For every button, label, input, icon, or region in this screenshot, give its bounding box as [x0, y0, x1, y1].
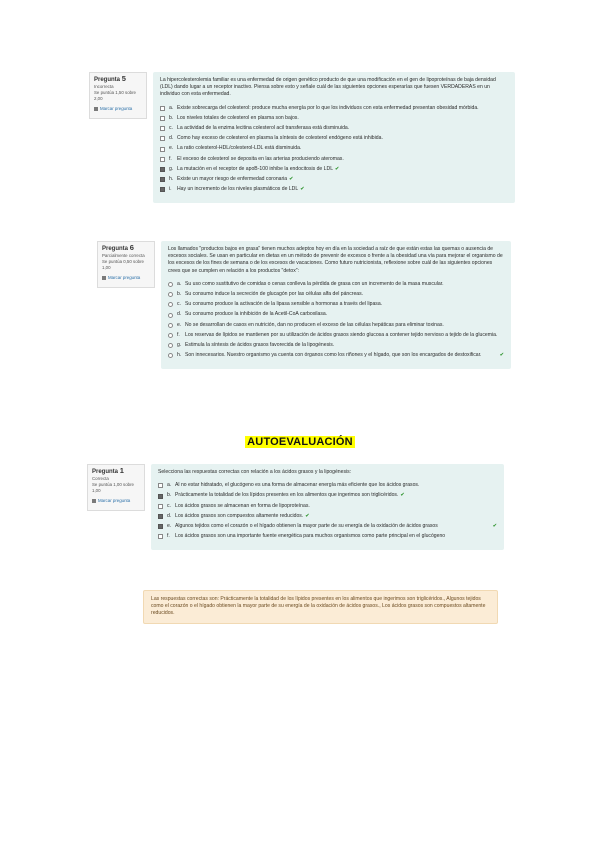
- answer-option[interactable]: [158, 513, 497, 520]
- option-text: Su consumo produce la activación de la lipasa sensible a hormonas a través del lipasa.: [185, 301, 383, 308]
- option-letter: f.: [177, 331, 180, 338]
- options-list: [158, 482, 497, 540]
- option-text: El exceso de colesterol se deposita en las arterias produciendo ateromas.: [177, 155, 344, 162]
- question-status: Correcta: [92, 476, 109, 481]
- answer-checkbox[interactable]: [158, 494, 163, 499]
- option-text: Su uso como sustitutivo de comidas o cenas conlleva la pérdida de grasa con un incremento de la masa muscular.: [185, 280, 444, 287]
- check-icon: ✔: [335, 165, 340, 172]
- answer-checkbox[interactable]: [158, 504, 163, 509]
- answer-option[interactable]: [160, 105, 508, 112]
- answer-checkbox[interactable]: [158, 524, 163, 529]
- option-letter: c.: [167, 502, 171, 509]
- question-status: Parcialmente correcta: [102, 253, 145, 258]
- answer-option[interactable]: [160, 156, 508, 163]
- question-number: Pregunta 1: [92, 466, 124, 475]
- answer-option[interactable]: [158, 492, 497, 499]
- option-letter: e.: [169, 145, 174, 152]
- option-letter: e.: [167, 523, 172, 530]
- answer-option[interactable]: [158, 482, 497, 489]
- option-letter: b.: [177, 291, 182, 298]
- answer-checkbox[interactable]: [160, 177, 165, 182]
- option-text: La mutación en el receptor de apoB-100 inhibe la endocitosis de LDL ✔: [177, 165, 340, 172]
- flag-question-button[interactable]: Marcar pregunta: [92, 498, 140, 504]
- option-letter: f.: [167, 533, 170, 540]
- question-score: Se puntúa 1,00 sobre 1,00: [92, 482, 134, 493]
- check-icon: ✔: [499, 352, 504, 359]
- answer-option[interactable]: [158, 523, 497, 530]
- option-text: Los reservas de lípidos se mantienen por su utilización de ácidos grasos siendo glucosa a contener tejido nervioso a tejido de la glucemia.: [185, 331, 498, 338]
- question-content: [161, 241, 511, 369]
- question-info: [89, 72, 147, 119]
- option-text: Al no estar hidratado, el glucógeno es una forma de almacenar energía más eficiente que los ácidos grasos.: [175, 482, 420, 489]
- answer-option[interactable]: [158, 503, 497, 510]
- option-letter: i.: [169, 186, 172, 193]
- option-text: Su consumo produce la inhibición de la Acetil-CoA carboxilasa.: [185, 311, 328, 318]
- option-letter: b.: [167, 492, 172, 499]
- answer-option[interactable]: [168, 311, 504, 318]
- question-text: Los llamados "productos bajos en grasa" tienen muchos adeptos hoy en día en la sociedad a raíz de que están estas las quemas o ausencia de excesos sociales. Se usan en particular en dietas en un método de prevenir de excesos o frente a la obesidad una vía para mejorar el organismo de los excesos de los fines de semana o de los excesos de vacaciones. Como futuro nutricionista, reflexione sobre cuál de las siguientes opciones crees que se cumplen en relación a los productos "detox":: [168, 246, 503, 274]
- question-text: Selecciona las respuestas correctas con relación a los ácidos grasos y la lipogénesis:: [158, 469, 352, 475]
- answer-option[interactable]: [160, 115, 508, 122]
- answer-option[interactable]: [168, 291, 504, 298]
- answer-option[interactable]: [168, 342, 504, 349]
- answer-checkbox[interactable]: [160, 157, 165, 162]
- question-score: Se puntúa 0,50 sobre 1,00: [102, 259, 144, 270]
- question-number: Pregunta 5: [94, 74, 126, 83]
- answer-checkbox[interactable]: [160, 167, 165, 172]
- question-1: [87, 464, 504, 550]
- answer-radio[interactable]: [168, 313, 173, 318]
- answer-option[interactable]: [168, 322, 504, 329]
- option-text: Existe sobrecarga del colesterol: produce mucha energía por lo que los individuos con esta enfermedad presentan obesidad mórbida.: [177, 104, 479, 111]
- option-text: Los ácidos grasos son compuestos altamente reducidos. ✔: [175, 512, 310, 519]
- flag-icon: [92, 499, 96, 503]
- option-letter: d.: [167, 512, 172, 519]
- answer-radio[interactable]: [168, 302, 173, 307]
- option-letter: c.: [169, 125, 173, 132]
- question-6: [97, 241, 511, 369]
- answer-checkbox[interactable]: [158, 514, 163, 519]
- answer-option[interactable]: [168, 281, 504, 288]
- option-letter: b.: [169, 114, 174, 121]
- answer-checkbox[interactable]: [158, 483, 163, 488]
- answer-radio[interactable]: [168, 343, 173, 348]
- question-info: [87, 464, 145, 511]
- flag-icon: [102, 276, 106, 280]
- answer-option[interactable]: [168, 332, 504, 339]
- answer-checkbox[interactable]: [160, 106, 165, 111]
- option-letter: c.: [177, 301, 181, 308]
- answer-option[interactable]: [160, 125, 508, 132]
- question-info: [97, 241, 155, 288]
- option-text: La ratio colesterol-HDL/colesterol-LDL está disminuida.: [177, 145, 302, 152]
- option-text: Los niveles totales de colesterol en plasma son bajos.: [177, 114, 299, 121]
- answer-option[interactable]: [160, 186, 508, 193]
- answer-radio[interactable]: [168, 292, 173, 297]
- check-icon: ✔: [289, 176, 294, 183]
- option-letter: f.: [169, 155, 172, 162]
- answer-checkbox[interactable]: [160, 147, 165, 152]
- option-letter: h.: [169, 176, 174, 183]
- option-letter: a.: [169, 104, 174, 111]
- section-title: AUTOEVALUACIÓN: [247, 436, 353, 448]
- answer-radio[interactable]: [168, 333, 173, 338]
- question-content: [151, 464, 504, 550]
- question-status: Incorrecta: [94, 84, 114, 89]
- option-text: Existe un mayor riesgo de enfermedad coronaria ✔: [177, 176, 294, 183]
- answer-checkbox[interactable]: [158, 534, 163, 539]
- flag-question-button[interactable]: Marcar pregunta: [94, 106, 142, 112]
- check-icon: ✔: [400, 492, 405, 499]
- answer-checkbox[interactable]: [160, 136, 165, 141]
- options-list: [168, 281, 504, 360]
- option-text: Los ácidos grasos se almacenan en forma de lipoproteínas.: [175, 502, 310, 509]
- option-text: Prácticamente la totalidad de los lípidos presentes en los alimentos que ingerimos son triglicéridos. ✔: [175, 492, 405, 499]
- option-letter: g.: [177, 342, 182, 349]
- answer-checkbox[interactable]: [160, 116, 165, 121]
- option-letter: e.: [177, 321, 182, 328]
- options-list: [160, 105, 508, 194]
- answer-checkbox[interactable]: [160, 126, 165, 131]
- answer-option[interactable]: [160, 145, 508, 152]
- option-letter: h.: [177, 352, 182, 359]
- option-text: Son innecesarios. Nuestro organismo ya cuenta con órganos como los riñones y el hígado, que son los encargados de destoxificar.: [185, 352, 482, 359]
- answer-radio[interactable]: [168, 282, 173, 287]
- option-text: Hay un incremento de los niveles plasmáticos de LDL ✔: [177, 186, 305, 193]
- answer-option[interactable]: [160, 135, 508, 142]
- option-letter: a.: [177, 280, 182, 287]
- option-letter: d.: [177, 311, 182, 318]
- answer-option[interactable]: [160, 176, 508, 183]
- flag-icon: [94, 107, 98, 111]
- check-icon: ✔: [305, 512, 310, 519]
- option-letter: g.: [169, 165, 174, 172]
- option-letter: a.: [167, 482, 172, 489]
- answer-option[interactable]: [158, 533, 497, 540]
- answer-radio[interactable]: [168, 353, 173, 358]
- option-text: No se desarrollan de casos en nutrición, dan no producen el exceso de las células hepáticas para eliminar toxinas.: [185, 321, 444, 328]
- question-content: [153, 72, 515, 203]
- option-text: Los ácidos grasos son una importante fuente energética para muchos organismos como parte principal en el glucógeno: [175, 533, 446, 540]
- option-text: Su consumo induce la secreción de glucagón por las células alfa del páncreas.: [185, 291, 364, 298]
- check-icon: ✔: [300, 186, 305, 193]
- question-text: La hipercolesterolemia familiar es una enfermedad de origen genético producto de que una modificación en el gen de lipoproteínas de baja densidad (LDL) dando lugar a un receptor inactivo. Piensa sobre esto y señale cuál de las siguientes opciones esperarías que fuesen VERDADERAS en un individuo con esta enfermedad.: [160, 77, 496, 98]
- check-icon: ✔: [492, 523, 497, 530]
- option-text: Estimula la síntesis de ácidos grasos favorecida de la lipogénesis.: [185, 342, 335, 349]
- answer-checkbox[interactable]: [160, 187, 165, 192]
- flag-question-button[interactable]: Marcar pregunta: [102, 275, 150, 281]
- option-text: La actividad de la enzima lecitina colesterol acil transferasa está disminuida.: [177, 125, 350, 132]
- option-text: Algunos tejidos como el corazón o el hígado obtienen la mayor parte de su energía de la oxidación de ácidos grasos: [175, 523, 438, 530]
- option-letter: d.: [169, 135, 174, 142]
- option-text: Como hay exceso de colesterol en plasma la síntesis de colesterol endógeno está inhibida.: [177, 135, 383, 142]
- answer-option[interactable]: [168, 352, 504, 359]
- answer-option[interactable]: [160, 166, 508, 173]
- question-5: [89, 72, 515, 203]
- question-score: Se puntúa 1,50 sobre 2,00: [94, 90, 136, 101]
- correct-answers-feedback: Las respuestas correctas son: Prácticamente la totalidad de los lípidos presentes en los alimentos que ingerimos son triglicéridos., Algunos tejidos como el corazón o el hígado obtienen la mayor parte de su energía de la oxidación de ácidos grasos., Los ácidos grasos son compuestos altamente reducidos.: [143, 590, 498, 624]
- question-number: Pregunta 6: [102, 243, 134, 252]
- answer-radio[interactable]: [168, 323, 173, 328]
- answer-option[interactable]: [168, 301, 504, 308]
